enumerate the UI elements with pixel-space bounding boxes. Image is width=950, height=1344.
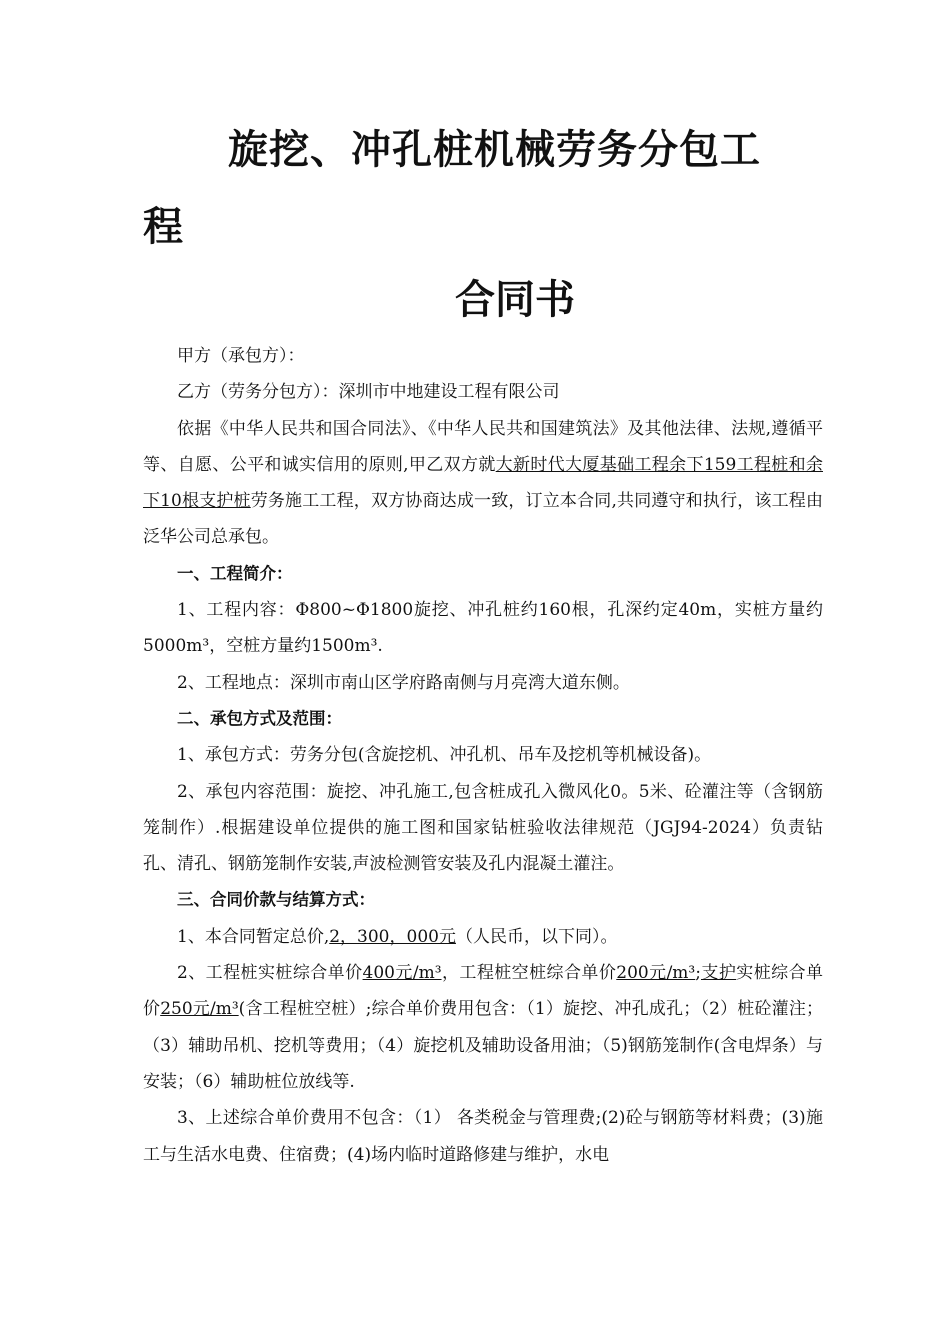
- section2-item2: 2、承包内容范围：旋挖、冲孔施工,包含桩成孔入微风化0。5米、砼灌注等（含钢筋笼制作）.根据建设单位提供的施工图和国家钻桩验收法律规范（JGJ94-2024）负责钻孔、清孔、钢筋笼制作安装,声波检测管安装及孔内混凝土灌注。: [143, 781, 823, 875]
- document-title-line3: 合同书: [455, 276, 575, 323]
- item2-part-c: ;: [695, 963, 701, 984]
- section1-heading: 一、工程简介：: [177, 563, 293, 583]
- section3-heading: 三、合同价款与结算方式：: [177, 890, 375, 910]
- item2-part-a: 2、工程桩实桩综合单价: [177, 963, 363, 984]
- party-b: 乙方（劳务分包方）：深圳市中地建设工程有限公司: [177, 382, 560, 403]
- section3-item3: 3、上述综合单价费用不包含：（1） 各类税金与管理费;(2)砼与钢筋等材料费；(3)施工与生活水电费、住宿费；(4)场内临时道路修建与维护，水电: [143, 1108, 823, 1165]
- intro-after: 劳务施工工程，双方协商达成一致，订立本合同,共同遵守和执行，该工程由泛华公司总承包。: [143, 491, 823, 548]
- section1-item1: 1、工程内容：Φ800~Φ1800旋挖、冲孔桩约160根，孔深约定40m，实桩方量约5000m³，空桩方量约1500m³.: [143, 600, 823, 657]
- price-empty-pile: 200元/m³: [616, 963, 696, 984]
- item2-part-d: 实桩综合单价: [143, 963, 824, 1020]
- item2-part-e: (含工程桩空桩）;综合单价费用包含：（1）旋挖、冲孔成孔；（2）桩砼灌注；（3）辅助吊机、挖机等费用；（4）旋挖机及辅助设备用油；（5)钢筋笼制作(含电焊条）与安装；（6）辅助桩位放线等.: [143, 999, 823, 1092]
- price-support-pile: 250元/m³: [160, 999, 239, 1020]
- section3-item1: [143, 919, 823, 955]
- section3-item2: [143, 955, 823, 1100]
- item2-part-b: ，工程桩空桩综合单价: [441, 963, 617, 984]
- item1-after: （人民币，以下同）。: [455, 926, 618, 947]
- document-title-line1: 旋挖、冲孔桩机械劳务分包工: [228, 126, 761, 173]
- item1-before: 1、本合同暂定总价,: [177, 926, 330, 947]
- total-price: 2，300，000元: [329, 926, 456, 947]
- party-a: 甲方（承包方）：: [177, 346, 305, 366]
- intro-before: 依据《中华人民共和国合同法》、《中华人民共和国建筑法》及其他法律、法规,遵循平等、自愿、公平和诚实信用的原则,甲乙双方就: [143, 418, 823, 475]
- section1-item2: 2、工程地点：深圳市南山区学府路南侧与月亮湾大道东侧。: [177, 672, 630, 693]
- support-label: 支护: [700, 963, 737, 984]
- document-title-line2: 程: [143, 203, 183, 250]
- section2-heading: 二、承包方式及范围：: [177, 708, 342, 728]
- intro-paragraph: [143, 411, 823, 556]
- section2-item1: 1、承包方式：劳务分包(含旋挖机、冲孔机、吊车及挖机等机械设备)。: [177, 745, 712, 766]
- price-solid-pile: 400元/m³: [362, 963, 442, 984]
- project-name: 大新时代大厦基础工程余下159工程桩和余下10根支护桩: [143, 454, 823, 512]
- contract-body: [143, 338, 823, 1173]
